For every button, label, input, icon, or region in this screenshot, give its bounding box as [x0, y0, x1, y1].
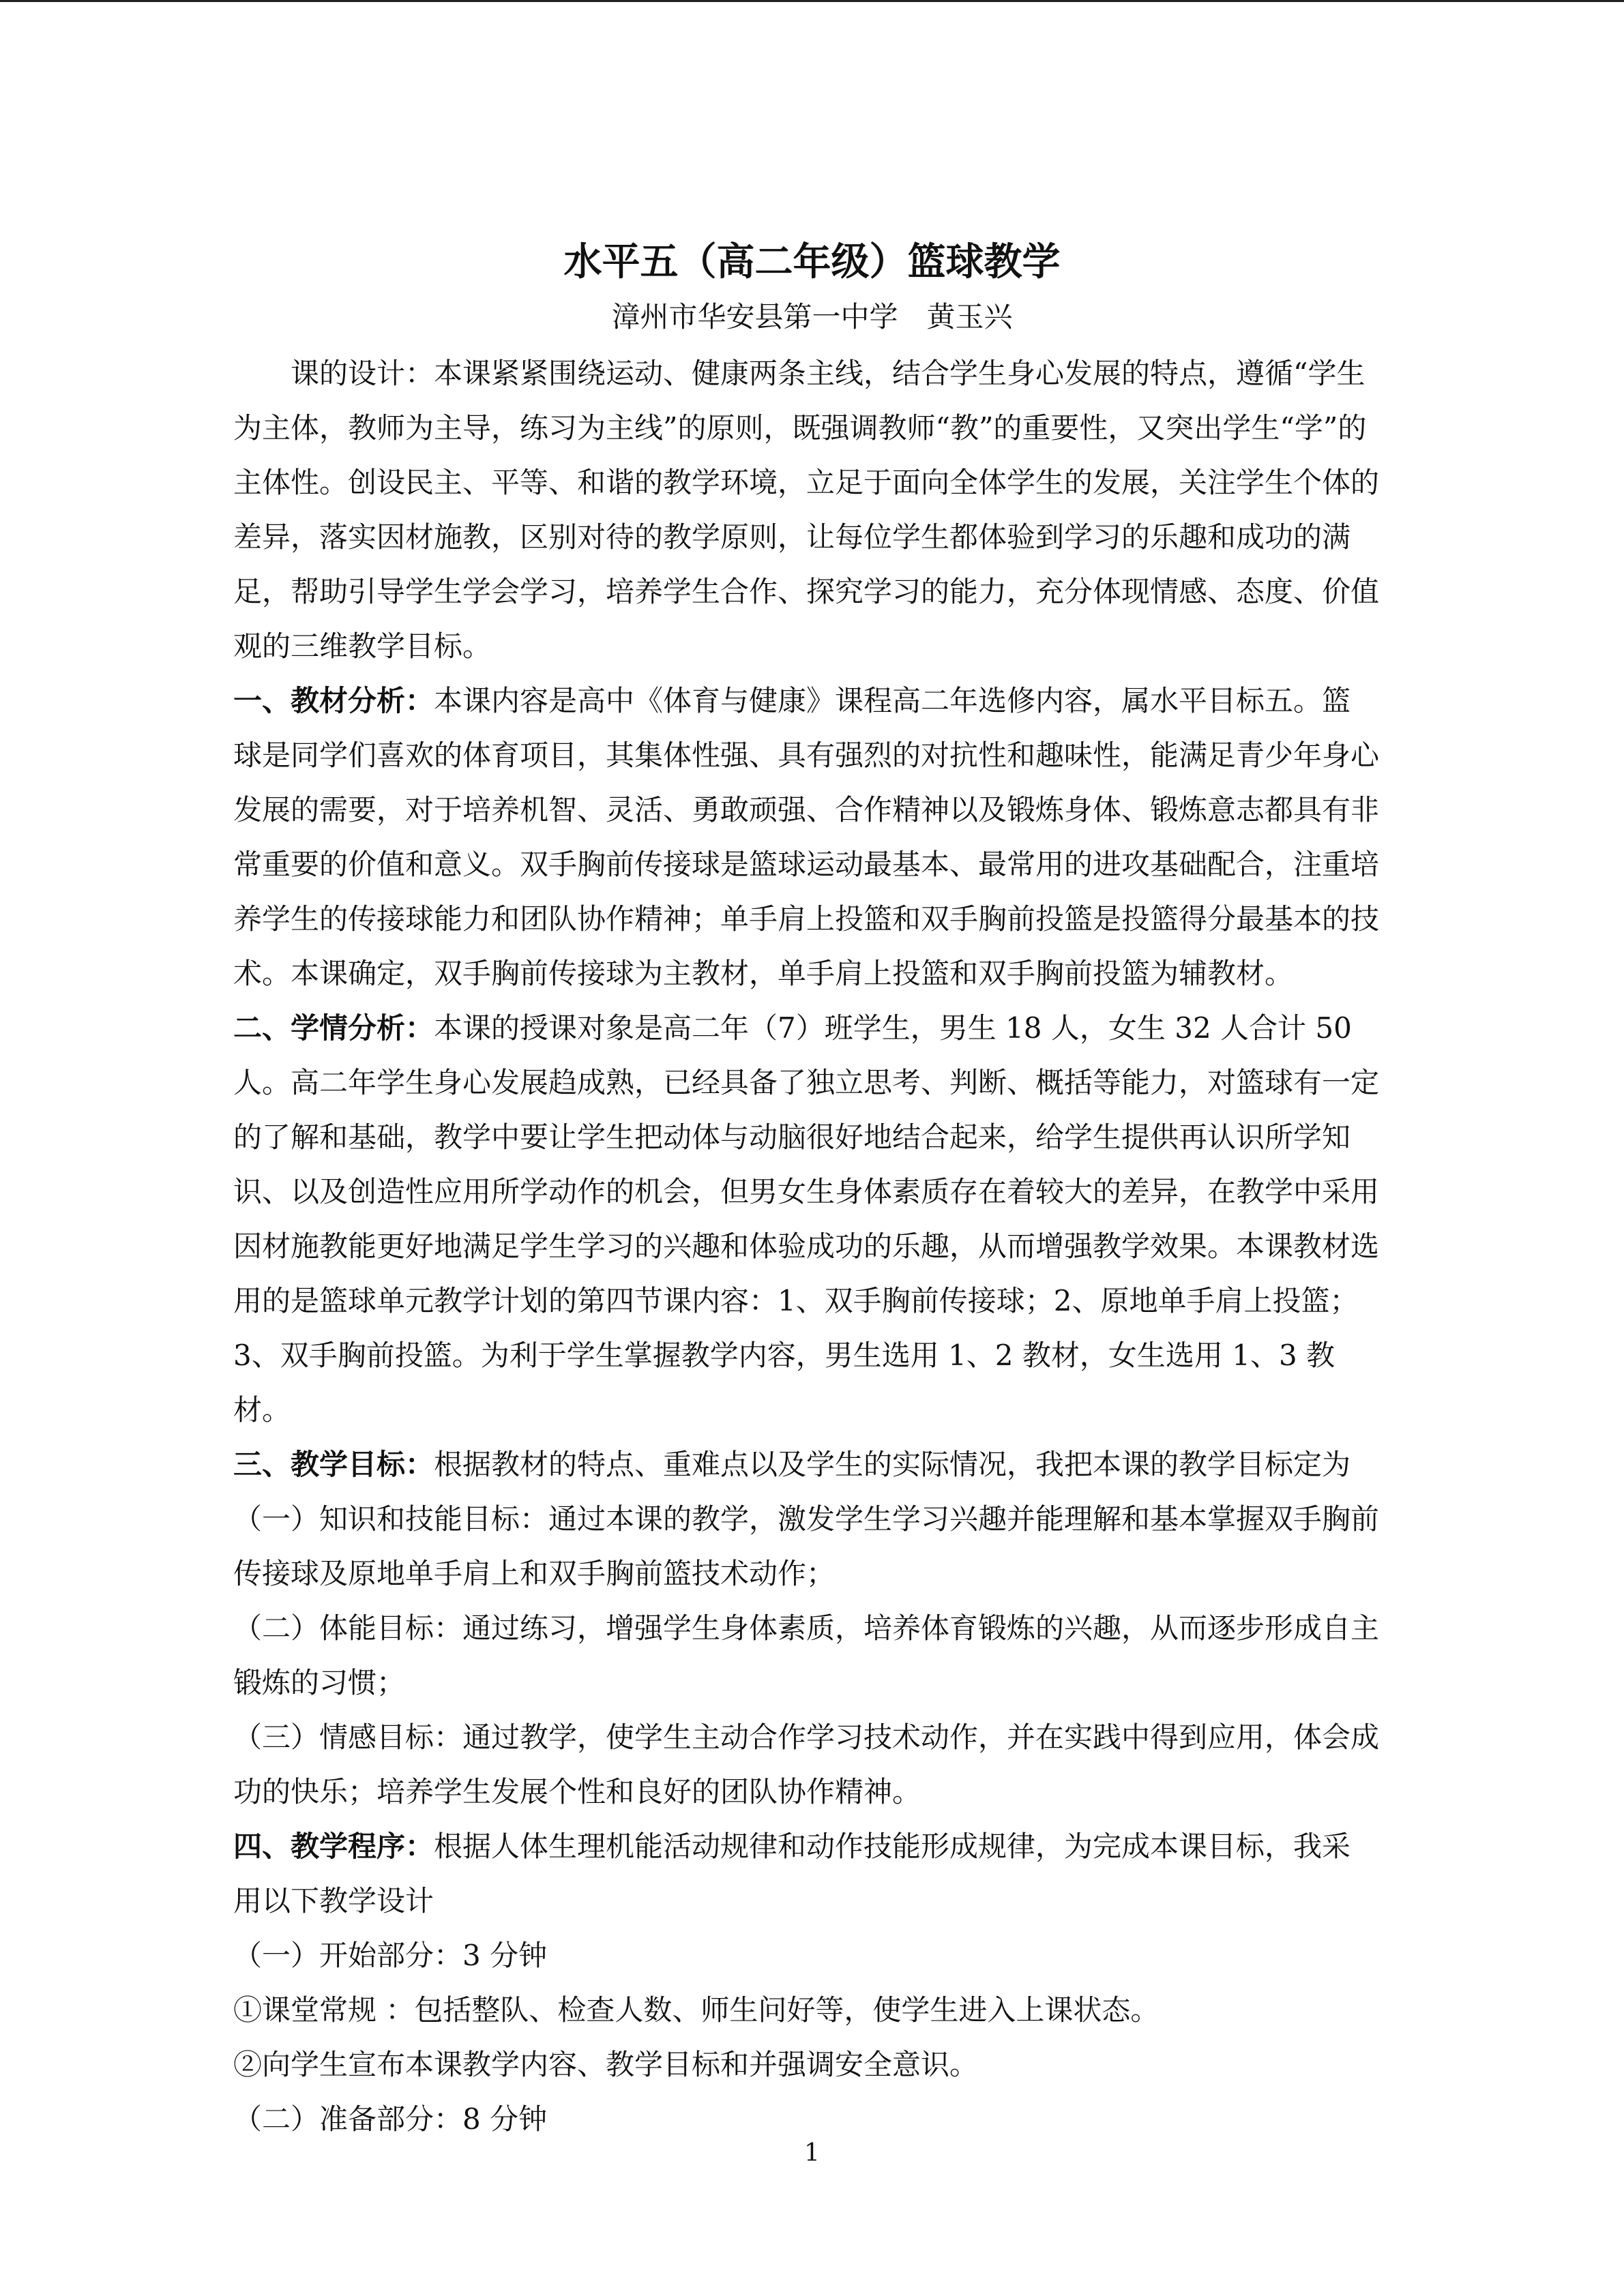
section-heading: 三、教学目标： [233, 1448, 434, 1481]
part-prepare: （二）准备部分：8 分钟 [233, 2102, 548, 2136]
top-border-line [0, 0, 1624, 2]
list-item: ②向学生宣布本课教学内容、教学目标和并强调安全意识。 [233, 2048, 979, 2081]
list-item: ①课堂常规 ：包括整队、检查人数、师生问好等，使学生进入上课状态。 [233, 1993, 1160, 2027]
section-text: 根据人体生理机能活动规律和动作技能形成规律，为完成本课目标，我采用以下教学设计 [233, 1830, 1351, 1918]
goal-knowledge: （一）知识和技能目标：通过本课的教学，激发学生学习兴趣并能理解和基本掌握双手胸前传接球及原地单手肩上和双手胸前篮技术动作； [233, 1502, 1380, 1590]
section-heading: 一、教材分析： [233, 684, 434, 717]
section-text: 本课内容是高中《体育与健康》课程高二年选修内容，属水平目标五。篮球是同学们喜欢的体育项目，其集体性强、具有强烈的对抗性和趣味性，能满足青少年身心发展的需要，对于培养机智、灵活、勇敢顽强、合作精神以及锻炼身体、锻炼意志都具有非常重要的价值和意义。双手胸前传接球是篮球运动最基本、最常用的进攻基础配合，注重培养学生的传接球能力和团队协作精神；单手肩上投篮和双手胸前投篮是投篮得分最基本的技术。本课确定，双手胸前传接球为主教材，单手肩上投篮和双手胸前投篮为辅教材。 [233, 684, 1380, 990]
author-byline: 漳州市华安县第一中学 黄玉兴 [611, 300, 1013, 333]
section-teaching-procedure [233, 1819, 1379, 1928]
page-number: 1 [804, 2139, 820, 2167]
section-student-analysis [233, 1001, 1379, 1437]
document-body [233, 346, 1379, 2147]
section-material-analysis [233, 674, 1379, 1001]
document-title: 水平五（高二年级）篮球教学 [563, 240, 1061, 284]
section-heading: 二、学情分析： [233, 1011, 434, 1045]
part-start: （一）开始部分：3 分钟 [233, 1939, 548, 1972]
goal-emotion: （三）情感目标：通过教学，使学生主动合作学习技术动作，并在实践中得到应用，体会成功的快乐；培养学生发展个性和良好的团队协作精神。 [233, 1720, 1380, 1808]
section-text: 根据教材的特点、重难点以及学生的实际情况，我把本课的教学目标定为 [434, 1448, 1351, 1481]
section-teaching-goals [233, 1437, 1379, 1492]
design-paragraph: 课的设计：本课紧紧围绕运动、健康两条主线，结合学生身心发展的特点，遵循“学生为主体，教师为主导，练习为主线”的原则，既强调教师“教”的重要性，又突出学生“学”的主体性。创设民主、平等、和谐的教学环境，立足于面向全体学生的发展，关注学生个体的差异，落实因材施教，区别对待的教学原则，让每位学生都体验到学习的乐趣和成功的满足，帮助引导学生学会学习，培养学生合作、探究学习的能力，充分体现情感、态度、价值观的三维教学目标。 [233, 357, 1380, 663]
goal-fitness: （二）体能目标：通过练习，增强学生身体素质，培养体育锻炼的兴趣，从而逐步形成自主锻炼的习惯； [233, 1611, 1380, 1699]
section-heading: 四、教学程序： [233, 1830, 434, 1863]
section-text: 本课的授课对象是高二年（7）班学生，男生 18 人，女生 32 人合计 50 人。高二年学生身心发展趋成熟，已经具备了独立思考、判断、概括等能力，对篮球有一定的了解和基础，教学中要让学生把动体与动脑很好地结合起来，给学生提供再认识所学知识、以及创造性应用所学动作的机会，但男女生身体素质存在着较大的差异，在教学中采用因材施教能更好地满足学生学习的兴趣和体验成功的乐趣，从而增强教学效果。本课教材选用的是篮球单元教学计划的第四节课内容：1、双手胸前传接球；2、原地单手肩上投篮；3、双手胸前投篮。为利于学生掌握教学内容，男生选用 1、2 教材，女生选用 1、3 教材。 [233, 1011, 1380, 1427]
